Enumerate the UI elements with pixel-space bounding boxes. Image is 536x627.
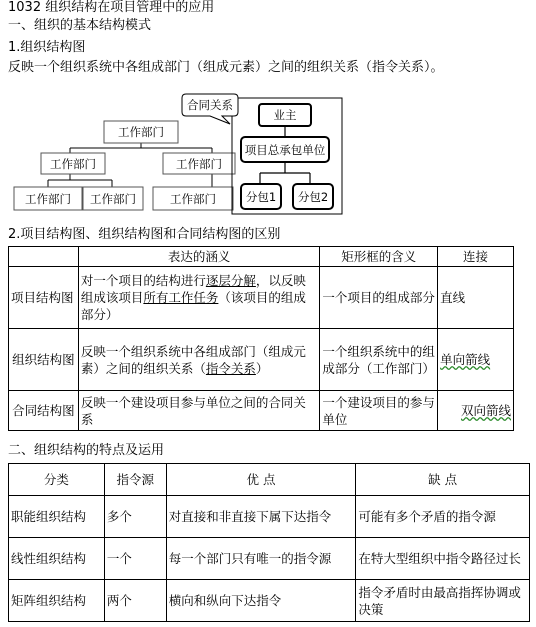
pro-cell: 每一个部门只有唯一的指令源 [166,538,356,580]
table-header-cell: 分类 [9,464,105,496]
type-cell: 线性组织结构 [9,538,105,580]
subcontractor-1-label: 分包1 [245,190,277,204]
table-header-cell: 优 点 [166,464,356,496]
table-header-cell: 缺 点 [356,464,530,496]
pro-cell: 对直接和非直接下属下达指令 [166,496,356,538]
row-box-cell: 一个组织系统中的组成部分（工作部门） [320,329,438,391]
type-cell: 职能组织结构 [9,496,105,538]
org-features-table [8,463,530,622]
subheading-org-chart: 1.组织结构图 [8,40,86,55]
org-chart-description: 反映一个组织系统中各组成部门（组成元素）之间的组织关系（指令关系）。 [8,60,444,75]
org-structure-diagram [8,90,348,218]
table-header-cell: 连接 [438,247,514,267]
table-row [9,496,530,538]
con-cell: 指令矛盾时由最高指挥协调或决策 [356,580,530,622]
con-cell: 可能有多个矛盾的指令源 [356,496,530,538]
source-cell: 一个 [104,538,166,580]
row-name-cell: 项目结构图 [9,267,79,329]
table-header-row [9,464,530,496]
table-header-cell: 指令源 [104,464,166,496]
general-contractor-label: 项目总承包单位 [244,143,326,157]
work-dept-label-top: 工作部门 [118,125,164,139]
row-box-cell: 一个建设项目的参与单位 [320,391,438,431]
row-meaning-cell: 反映一个组织系统中各组成部门（组成元素）之间的组织关系（指令关系） [78,329,319,391]
table-row [9,267,514,329]
row-link-cell: 直线 [438,267,514,329]
source-cell: 多个 [104,496,166,538]
table-row [9,329,514,391]
row-meaning-cell: 反映一个建设项目参与单位之间的合同关系 [78,391,319,431]
table-header-cell: 表达的涵义 [78,247,319,267]
table-header-cell: 矩形框的含义 [320,247,438,267]
section-heading-2: 二、组织结构的特点及运用 [8,443,165,458]
table-header-row [9,247,514,267]
comparison-table [8,246,514,431]
type-cell: 矩阵组织结构 [9,580,105,622]
work-dept-label-bot-3: 工作部门 [170,192,216,206]
work-dept-label-mid-left: 工作部门 [50,157,96,171]
row-link-cell: 双向箭线 [438,391,514,431]
owner-label: 业主 [273,108,297,122]
con-cell: 在特大型组织中指令路径过长 [356,538,530,580]
row-box-cell: 一个项目的组成部分 [320,267,438,329]
contract-relation-label: 合同关系 [187,98,233,112]
table-row [9,538,530,580]
table-header-cell [9,247,79,267]
row-name-cell: 合同结构图 [9,391,79,431]
work-dept-label-bot-2: 工作部门 [90,192,136,206]
section-heading-1: 一、组织的基本结构模式 [8,18,152,33]
row-link-cell: 单向箭线 [438,329,514,391]
subheading-comparison: 2.项目结构图、组织结构图和合同结构图的区别 [8,227,281,242]
page-title: 1032 组织结构在项目管理中的应用 [8,0,215,15]
work-dept-label-bot-1: 工作部门 [25,192,71,206]
pro-cell: 横向和纵向下达指令 [166,580,356,622]
table-row [9,391,514,431]
source-cell: 两个 [104,580,166,622]
row-meaning-cell: 对一个项目的结构进行逐层分解，以反映组成该项目所有工作任务（该项目的组成部分） [78,267,319,329]
table-row [9,580,530,622]
row-name-cell: 组织结构图 [9,329,79,391]
subcontractor-2-label: 分包2 [297,190,329,204]
work-dept-label-mid-right: 工作部门 [176,157,222,171]
